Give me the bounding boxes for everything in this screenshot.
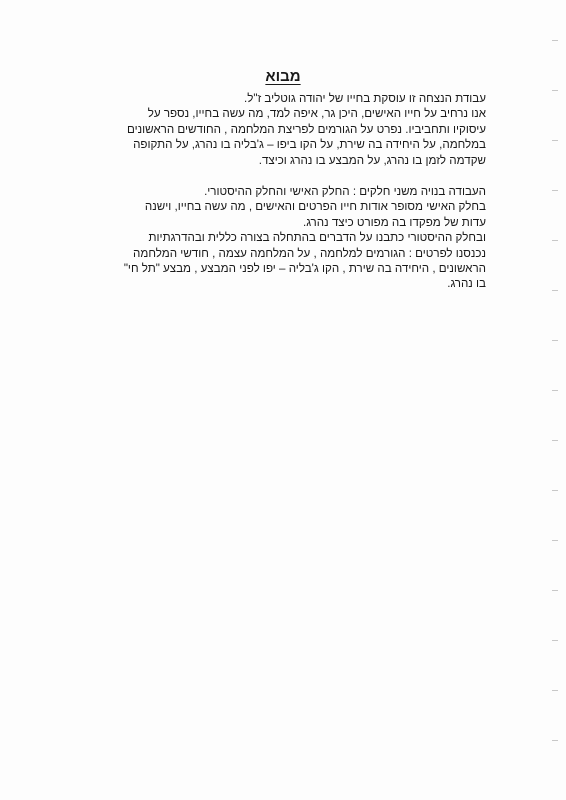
intro-paragraph-1 <box>66 91 486 168</box>
paragraph-line: אנו נרחיב על חייו האישים, היכן גר, איפה למד, מה עשה בחייו, נספר על <box>147 107 486 121</box>
scan-edge-marks <box>550 30 558 790</box>
paragraph-line: העבודה בנויה משני חלקים : החלק האישי והחלק ההיסטורי. <box>204 185 486 198</box>
paragraph-line: עיסוקיו ותחביביו. נפרט על הגורמים לפריצת המלחמה , החודשים הראשונים <box>126 122 486 136</box>
paragraph-line: עבודת הנצחה זו עוסקת בחייו של יהודה גוטליב ז"ל. <box>243 92 486 105</box>
paragraph-line: נכנסנו לפרטים : הגורמים למלחמה , על המלחמה עצמה , חודשי המלחמה <box>133 246 486 260</box>
paragraph-line: בו נהרג. <box>447 277 486 291</box>
paragraph-line: ובחלק ההיסטורי כתבנו על הדברים בהתחלה בצורה כללית ובהדרגתיות <box>148 231 486 245</box>
paragraph-line: הראשונים , היחידה בה שירת , הקו ג'בליה – יפו לפני המבצע , מבצע "תל חי" <box>123 262 486 276</box>
intro-paragraph-2 <box>66 184 486 292</box>
paragraph-line: שקדמה לזמן בו נהרג, על המבצע בו נהרג וכיצד. <box>258 153 486 167</box>
page-title: מבוא <box>265 68 301 85</box>
paragraph-line: עדות של מפקדו בה מפורט כיצד נהרג. <box>303 215 486 229</box>
paragraph-line: בחלק האישי מסופר אודות חייו הפרטים והאישים , מה עשה בחייו, וישנה <box>144 200 486 214</box>
paragraph-line: במלחמה, על היחידה בה שירת, על הקו ביפו – ג'בליה בו נהרג, על התקופה <box>133 138 486 152</box>
